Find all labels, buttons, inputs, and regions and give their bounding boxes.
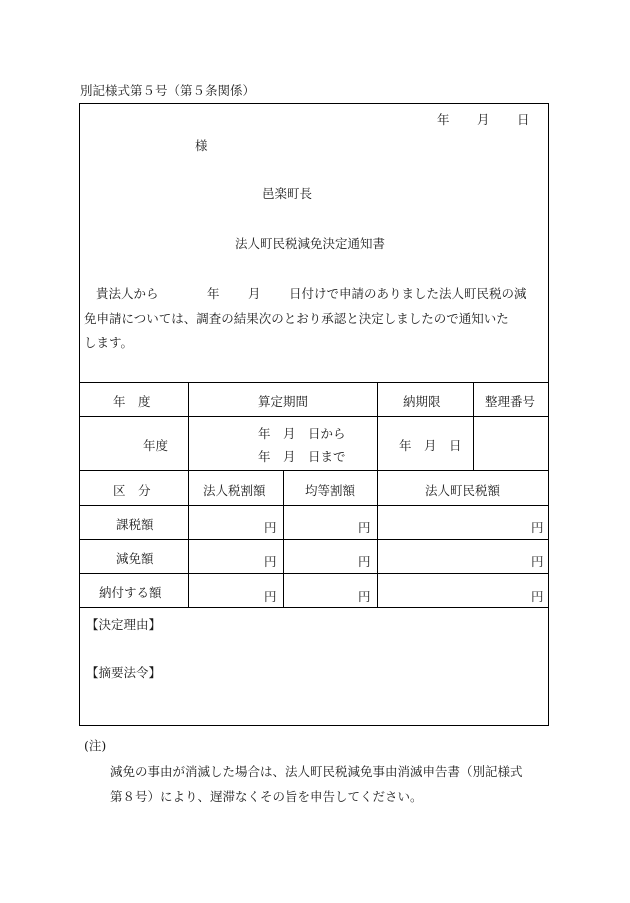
table-col-rule [188, 382, 189, 607]
note-label: (注) [84, 738, 107, 753]
table-col-rule [473, 382, 474, 470]
note-line1: 減免の事由が消滅した場合は、法人町民税減免事由消滅申告書（別記様式 [110, 764, 523, 779]
date-day: 日 [517, 112, 530, 127]
body-line3: します。 [84, 335, 134, 350]
note-line2: 第８号）により、遅滞なくその旨を申告してください。 [110, 789, 423, 804]
yen-unit: 円 [264, 589, 277, 604]
table-rule [79, 470, 549, 471]
header-due-date: 納期限 [403, 394, 441, 409]
issuer: 邑楽町長 [262, 186, 313, 201]
header-fiscal-year: 年 度 [113, 394, 151, 409]
fiscal-year-cell: 年度 [143, 438, 169, 453]
header-reference-number: 整理番号 [485, 394, 536, 409]
yen-unit: 円 [358, 520, 371, 535]
table-top-border [79, 382, 549, 383]
table-bottom-border [79, 607, 549, 608]
yen-unit: 円 [531, 520, 544, 535]
yen-unit: 円 [358, 589, 371, 604]
yen-unit: 円 [264, 520, 277, 535]
header-category: 区 分 [113, 483, 151, 498]
row-label-payable: 納付する額 [99, 585, 162, 600]
header-corporate-tax: 法人税割額 [203, 483, 266, 498]
table-rule [79, 573, 549, 574]
table-col-rule [377, 382, 378, 470]
yen-unit: 円 [531, 554, 544, 569]
due-date-cell: 年 月 日 [399, 438, 462, 453]
header-period: 算定期間 [258, 394, 309, 409]
date-year: 年 [437, 112, 450, 127]
applicable-law-label: 【摘要法令】 [86, 665, 162, 680]
table-rule [79, 505, 549, 506]
period-to: 年 月 日まで [258, 449, 346, 464]
addressee-suffix: 様 [195, 138, 208, 153]
row-label-exemption: 減免額 [116, 551, 154, 566]
yen-unit: 円 [531, 589, 544, 604]
header-municipal-tax: 法人町民税額 [425, 483, 501, 498]
body-month: 月 [248, 286, 261, 301]
yen-unit: 円 [358, 554, 371, 569]
body-prefix: 貴法人から [96, 286, 159, 301]
table-col-rule [377, 470, 378, 607]
decision-reason-label: 【決定理由】 [86, 617, 162, 632]
document-title: 法人町民税減免決定通知書 [235, 236, 386, 251]
date-month: 月 [477, 112, 490, 127]
yen-unit: 円 [264, 554, 277, 569]
row-label-tax-amount: 課税額 [116, 517, 154, 532]
period-from: 年 月 日から [258, 426, 346, 441]
body-line1-suffix: 日付けで申請のありました法人町民税の減 [289, 286, 527, 301]
table-rule [79, 539, 549, 540]
form-label: 別記様式第５号（第５条関係） [80, 83, 256, 98]
body-line2: 免申請については、調査の結果次のとおり承認と決定しましたので通知いた [84, 311, 509, 326]
table-col-rule [283, 470, 284, 607]
table-rule [79, 416, 549, 417]
header-per-capita: 均等割額 [305, 483, 356, 498]
body-year: 年 [207, 286, 220, 301]
